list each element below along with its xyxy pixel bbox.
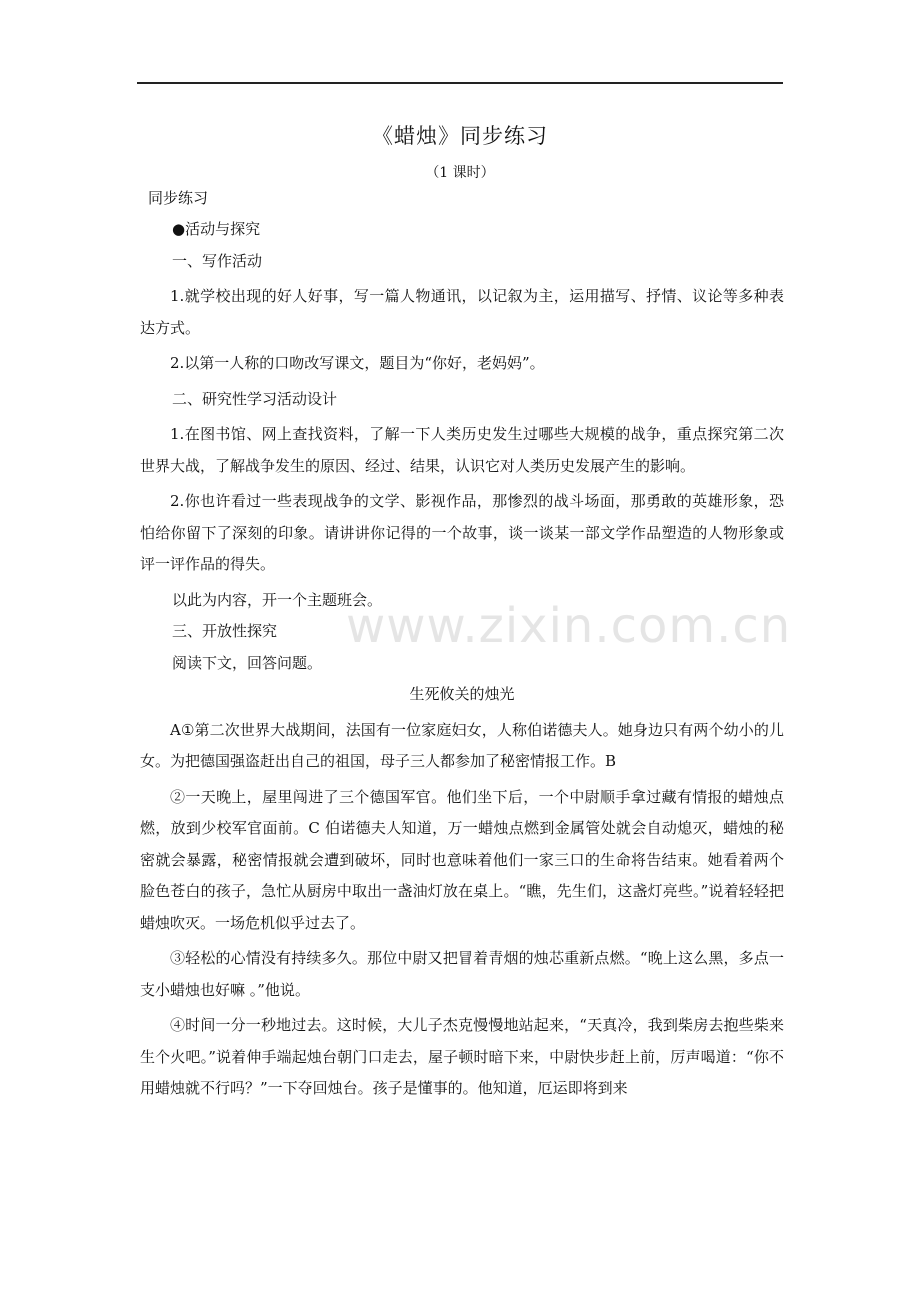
passage-paragraph: ③轻松的心情没有持续多久。那位中尉又把冒着青烟的烛芯重新点燃。“晚上这么黑，多点一支小蜡烛也好嘛 。”他说。 — [140, 949, 784, 999]
section-label: 同步练习 — [148, 189, 209, 207]
part2-heading: 二、研究性学习活动设计 — [172, 389, 338, 408]
header-rule — [137, 82, 783, 84]
activity-heading: ●活动与探究 — [172, 220, 261, 238]
part2-item: 1.在图书馆、网上查找资料，了解一下人类历史发生过哪些大规模的战争，重点探究第二次世界大战，了解战争发生的原因、经过、结果，认识它对人类历史发展产生的影响。 — [140, 425, 784, 475]
part1-heading: 一、写作活动 — [172, 251, 263, 270]
passage-title: 生死攸关的烛光 — [409, 685, 515, 703]
passage-paragraph: ②一天晚上，屋里闯进了三个德国军官。他们坐下后，一个中尉顺手拿过藏有情报的蜡烛点燃，放到少校军官面前。C 伯诺德夫人知道，万一蜡烛点燃到金属管处就会自动熄灭，蜡烛的秘密就会暴露，秘密情报就会遭到破坏，同时也意味着他们一家三口的生命将告结束。她看着两个脸色苍白的孩子，急忙从厨房中取出一盏油灯放在桌上。“瞧，先生们，这盏灯亮些。”说着轻轻把蜡烛吹灭。一场危机似乎过去了。 — [140, 787, 784, 932]
passage-paragraph: ④时间一分一秒地过去。这时候，大儿子杰克慢慢地站起来，“天真冷，我到柴房去抱些柴来生个火吧。”说着伸手端起烛台朝门口走去，屋子顿时暗下来，中尉快步赶上前，厉声喝道：“你不用蜡烛就不行吗？”一下夺回烛台。孩子是懂事的。他知道，厄运即将到来 — [140, 1016, 784, 1097]
document-subtitle: （1 课时） — [425, 165, 495, 181]
part2-item: 2.你也许看过一些表现战争的文学、影视作品，那惨烈的战斗场面，那勇敢的英雄形象，恐怕给你留下了深刻的印象。请讲讲你记得的一个故事，谈一谈某一部文学作品塑造的人物形象或评一评作品的得失。 — [140, 492, 784, 573]
part1-item: 1.就学校出现的好人好事，写一篇人物通讯，以记叙为主，运用描写、抒情、议论等多种表达方式。 — [140, 287, 784, 337]
part1-item: 2.以第一人称的口吻改写课文，题目为“你好，老妈妈”。 — [170, 354, 545, 372]
passage-paragraph: A①第二次世界大战期间，法国有一位家庭妇女，人称伯诺德夫人。她身边只有两个幼小的儿女。为把德国强盗赶出自己的祖国，母子三人都参加了秘密情报工作。B — [140, 720, 784, 770]
watermark: www.zixin.com.cn — [346, 598, 792, 654]
part3-instruction: 阅读下文，回答问题。 — [172, 653, 323, 672]
document-title: 《蜡烛》同步练习 — [372, 124, 548, 148]
part3-heading: 三、开放性探究 — [172, 622, 278, 640]
part2-note: 以此为内容，开一个主题班会。 — [172, 590, 383, 609]
